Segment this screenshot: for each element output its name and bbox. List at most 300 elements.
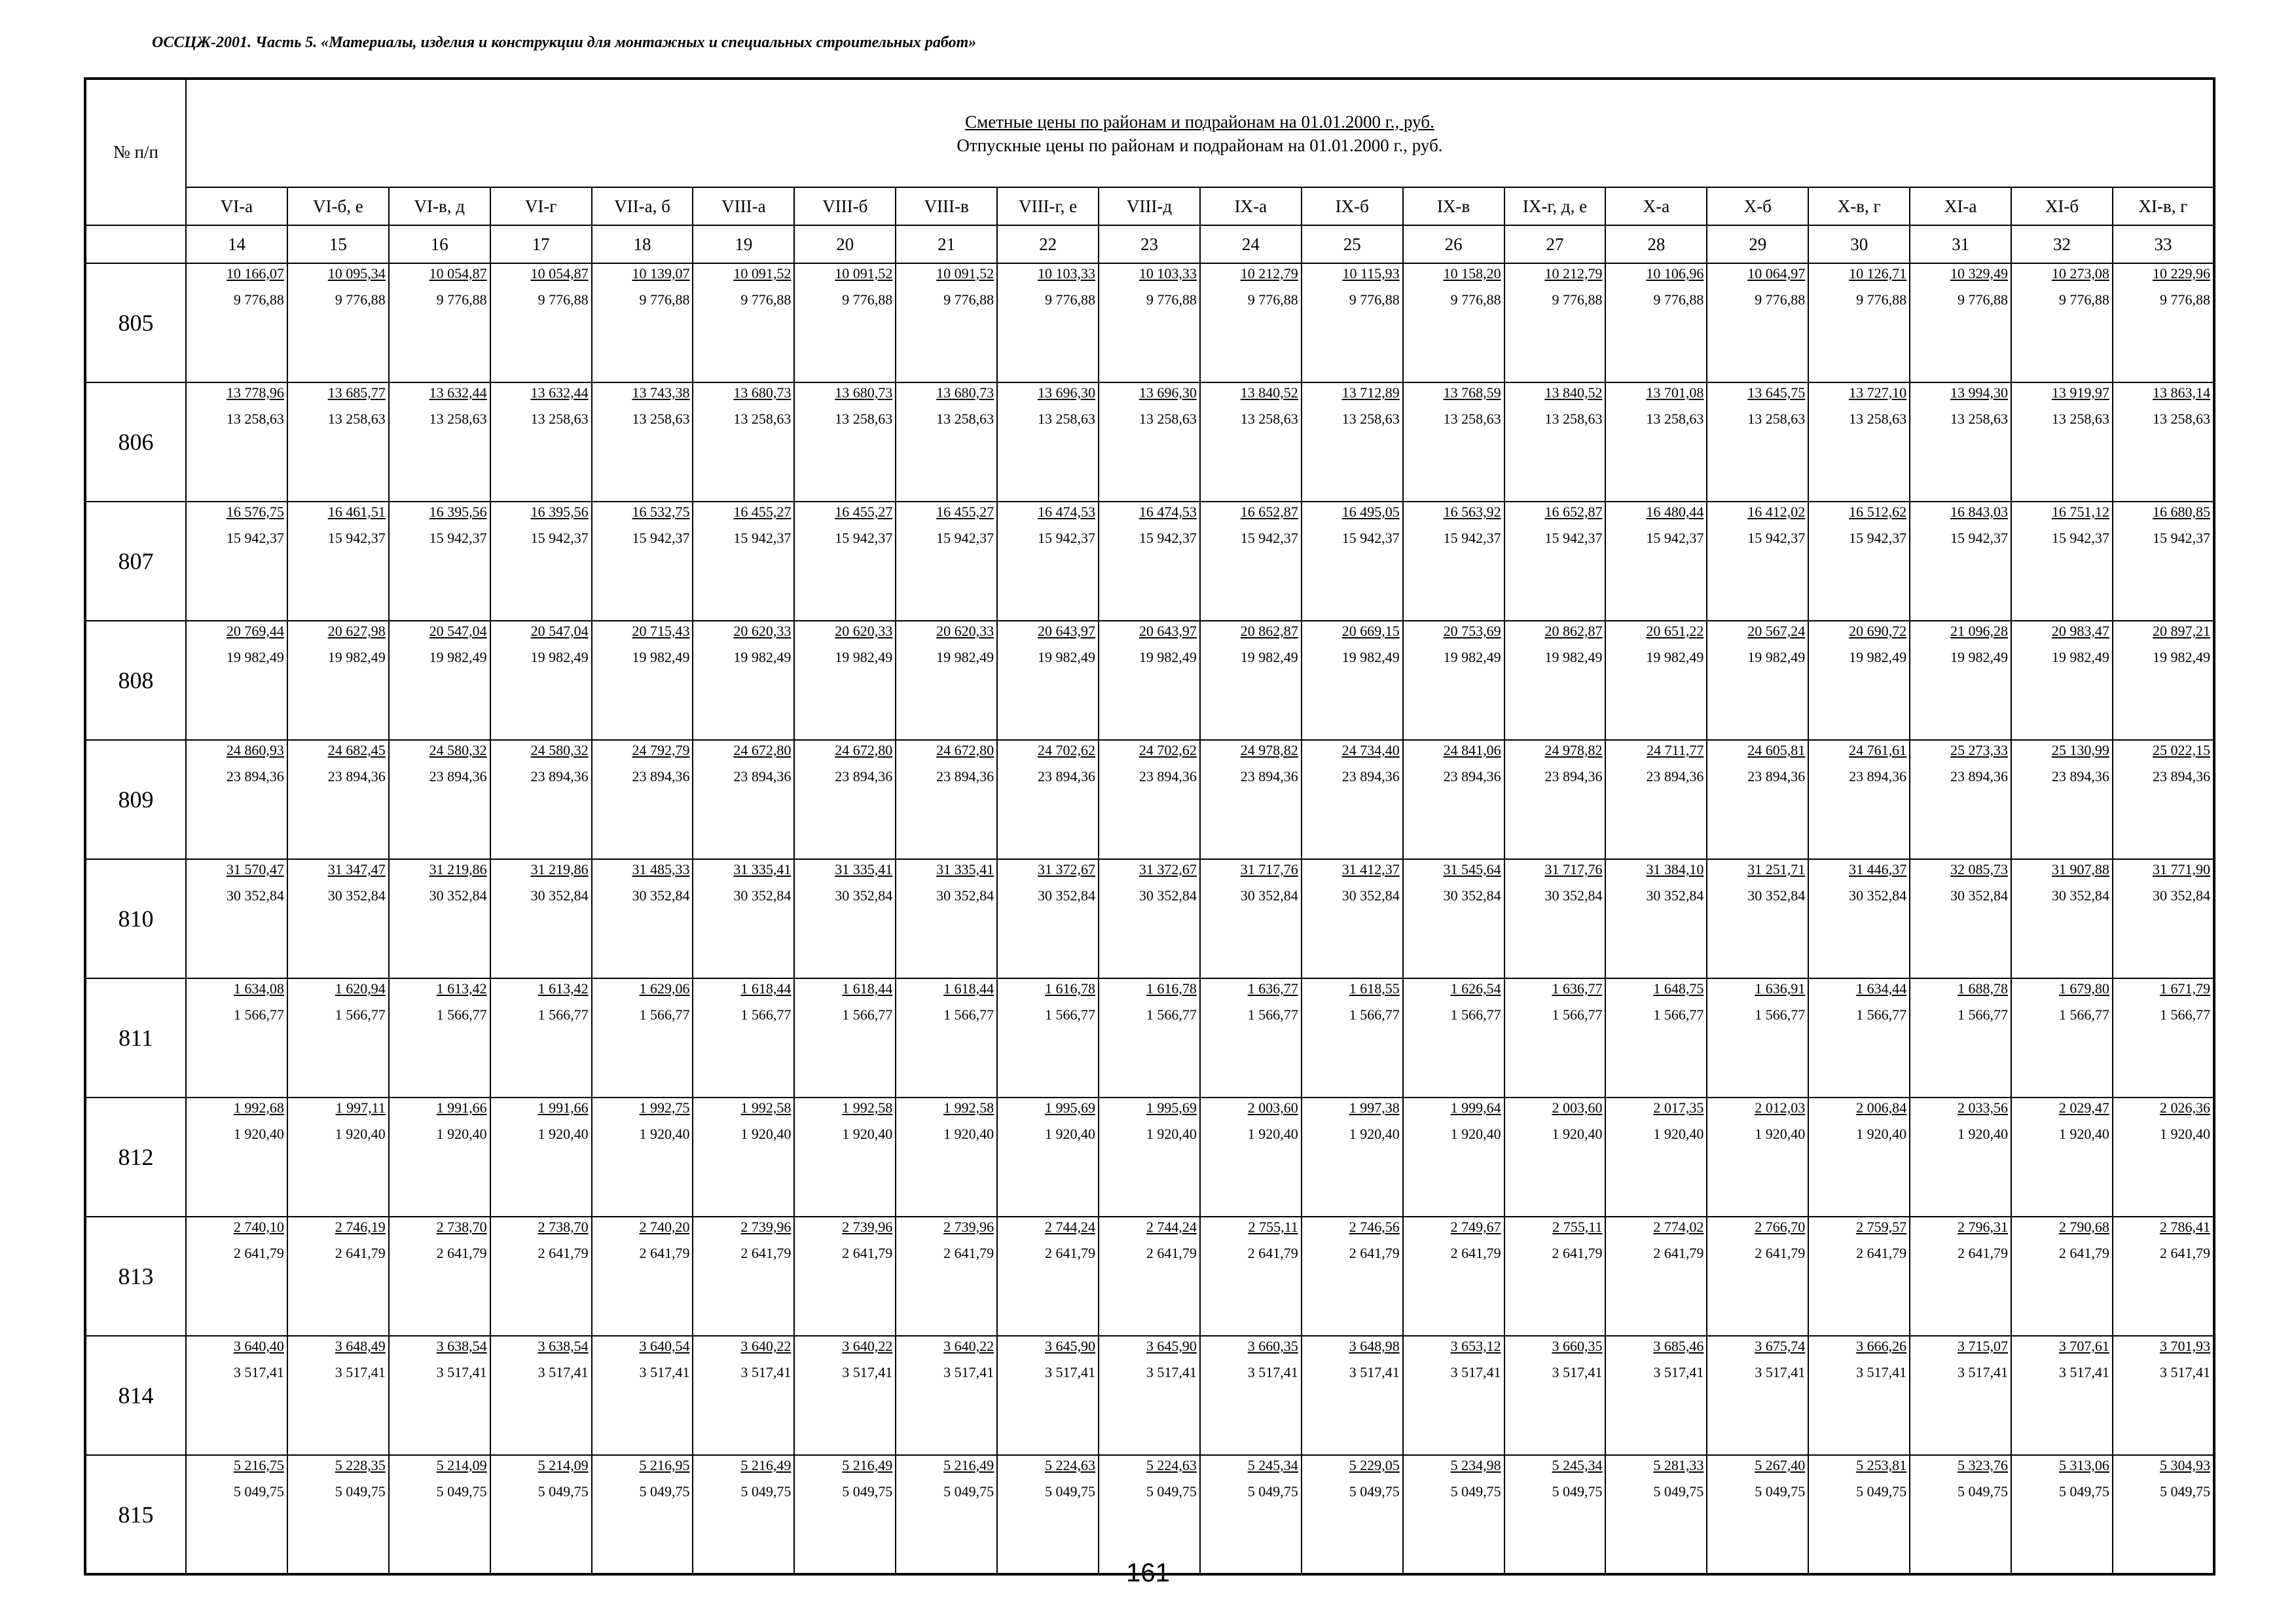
table-title xyxy=(186,79,2214,187)
estimated-price: 2 012,03 xyxy=(1755,1099,1806,1116)
release-price: 19 982,49 xyxy=(1341,649,1400,665)
price-cell xyxy=(1099,1098,1200,1217)
release-price: 23 894,36 xyxy=(1038,768,1096,784)
column-number: 33 xyxy=(2113,225,2214,263)
release-price: 1 566,77 xyxy=(538,1006,589,1023)
price-cell xyxy=(1910,621,2011,740)
estimated-price: 20 643,97 xyxy=(1139,623,1197,639)
table-row xyxy=(85,1455,2214,1574)
release-price: 19 982,49 xyxy=(1950,649,2009,665)
release-price: 19 982,49 xyxy=(2051,649,2109,665)
release-price: 15 942,37 xyxy=(2152,530,2210,546)
release-price: 1 920,40 xyxy=(943,1126,994,1142)
price-cell xyxy=(1605,740,1707,859)
estimated-price: 13 680,73 xyxy=(835,384,893,401)
price-cell xyxy=(1504,1098,1606,1217)
release-price: 30 352,84 xyxy=(1747,887,1806,904)
estimated-price: 2 796,31 xyxy=(1958,1219,2009,1235)
price-cell xyxy=(287,859,389,978)
price-cell xyxy=(997,1217,1099,1336)
price-cell xyxy=(794,382,896,502)
estimated-price: 2 744,24 xyxy=(1146,1219,1197,1235)
estimated-price: 1 992,58 xyxy=(943,1099,994,1116)
table-row xyxy=(85,263,2214,382)
price-cell xyxy=(1707,1098,1808,1217)
estimated-price: 1 613,42 xyxy=(436,980,487,997)
release-price: 15 942,37 xyxy=(632,530,690,546)
release-price: 3 517,41 xyxy=(233,1364,284,1380)
release-price: 9 776,88 xyxy=(842,291,893,308)
price-cell xyxy=(693,621,794,740)
estimated-price: 16 455,27 xyxy=(835,504,893,520)
estimated-price: 3 645,90 xyxy=(1045,1338,1096,1354)
estimated-price: 16 455,27 xyxy=(936,504,994,520)
estimated-price: 31 372,67 xyxy=(1139,861,1197,877)
estimated-price: 10 091,52 xyxy=(733,265,792,282)
release-price: 13 258,63 xyxy=(1139,411,1197,427)
estimated-price: 1 997,38 xyxy=(1349,1099,1400,1116)
estimated-price: 20 862,87 xyxy=(1240,623,1298,639)
price-cell xyxy=(2113,978,2214,1098)
estimated-price: 5 224,63 xyxy=(1146,1457,1197,1473)
row-number: 812 xyxy=(85,1098,186,1217)
release-price: 9 776,88 xyxy=(1856,291,1907,308)
price-cell xyxy=(693,978,794,1098)
release-price: 5 049,75 xyxy=(1653,1483,1704,1500)
release-price: 2 641,79 xyxy=(1755,1245,1806,1261)
release-price: 9 776,88 xyxy=(2058,291,2109,308)
column-number: 27 xyxy=(1504,225,1606,263)
release-price: 30 352,84 xyxy=(1139,887,1197,904)
column-number: 31 xyxy=(1910,225,2011,263)
price-cell xyxy=(2011,1336,2113,1455)
estimated-price: 5 216,75 xyxy=(233,1457,284,1473)
estimated-price: 13 743,38 xyxy=(632,384,690,401)
price-cell xyxy=(490,1098,592,1217)
price-cell xyxy=(1808,263,1910,382)
estimated-price: 1 991,66 xyxy=(538,1099,589,1116)
price-cell xyxy=(1605,382,1707,502)
release-price: 9 776,88 xyxy=(1045,291,1096,308)
release-price: 1 920,40 xyxy=(1958,1126,2009,1142)
release-price: 30 352,84 xyxy=(226,887,284,904)
estimated-price: 25 130,99 xyxy=(2051,742,2109,758)
release-price: 13 258,63 xyxy=(2051,411,2109,427)
release-price: 13 258,63 xyxy=(1341,411,1400,427)
estimated-price: 10 166,07 xyxy=(226,265,284,282)
price-cell xyxy=(896,1217,997,1336)
release-price: 30 352,84 xyxy=(1341,887,1400,904)
price-cell xyxy=(1302,621,1403,740)
estimated-price: 10 064,97 xyxy=(1747,265,1806,282)
price-cell xyxy=(997,859,1099,978)
price-cell xyxy=(794,1336,896,1455)
estimated-price: 10 158,20 xyxy=(1443,265,1501,282)
price-cell xyxy=(1707,502,1808,621)
estimated-price: 2 003,60 xyxy=(1552,1099,1603,1116)
release-price: 3 517,41 xyxy=(538,1364,589,1380)
release-price: 19 982,49 xyxy=(1544,649,1603,665)
price-cell xyxy=(287,1217,389,1336)
district-header: X-в, г xyxy=(1808,187,1910,225)
price-cell xyxy=(1403,978,1504,1098)
estimated-price: 10 106,96 xyxy=(1646,265,1704,282)
price-cell xyxy=(1200,1217,1302,1336)
price-cell xyxy=(287,1455,389,1574)
estimated-price: 1 634,44 xyxy=(1856,980,1907,997)
price-cell xyxy=(794,978,896,1098)
row-number: 808 xyxy=(85,621,186,740)
estimated-price: 20 651,22 xyxy=(1646,623,1704,639)
column-number: 19 xyxy=(693,225,794,263)
release-price: 2 641,79 xyxy=(1045,1245,1096,1261)
release-price: 1 566,77 xyxy=(436,1006,487,1023)
estimated-price: 2 017,35 xyxy=(1653,1099,1704,1116)
estimated-price: 24 792,79 xyxy=(632,742,690,758)
price-cell xyxy=(1605,1336,1707,1455)
estimated-price: 3 640,22 xyxy=(740,1338,792,1354)
release-price: 19 982,49 xyxy=(226,649,284,665)
price-cell xyxy=(1605,978,1707,1098)
price-cell xyxy=(1910,978,2011,1098)
estimated-price: 24 580,32 xyxy=(429,742,487,758)
release-price: 9 776,88 xyxy=(1958,291,2009,308)
release-price: 2 641,79 xyxy=(943,1245,994,1261)
price-cell xyxy=(1808,1455,1910,1574)
release-price: 23 894,36 xyxy=(1849,768,1907,784)
release-price: 1 920,40 xyxy=(538,1126,589,1142)
price-cell xyxy=(997,1455,1099,1574)
release-price: 23 894,36 xyxy=(733,768,792,784)
estimated-price: 2 033,56 xyxy=(1958,1099,2009,1116)
estimated-price: 16 532,75 xyxy=(632,504,690,520)
release-price: 19 982,49 xyxy=(530,649,589,665)
estimated-price: 10 212,79 xyxy=(1544,265,1603,282)
release-price: 13 258,63 xyxy=(936,411,994,427)
price-cell xyxy=(794,621,896,740)
price-cell xyxy=(896,502,997,621)
estimated-price: 13 727,10 xyxy=(1849,384,1907,401)
row-number: 810 xyxy=(85,859,186,978)
release-price: 23 894,36 xyxy=(1747,768,1806,784)
estimated-price: 25 022,15 xyxy=(2152,742,2210,758)
estimated-price: 2 759,57 xyxy=(1856,1219,1907,1235)
estimated-price: 24 761,61 xyxy=(1849,742,1907,758)
estimated-price: 1 992,58 xyxy=(842,1099,893,1116)
estimated-price: 10 273,08 xyxy=(2051,265,2109,282)
release-price: 30 352,84 xyxy=(1038,887,1096,904)
release-price: 1 566,77 xyxy=(842,1006,893,1023)
price-cell xyxy=(2113,1336,2214,1455)
release-price: 2 641,79 xyxy=(335,1245,386,1261)
district-header: IX-б xyxy=(1302,187,1403,225)
release-price: 15 942,37 xyxy=(1646,530,1704,546)
release-price: 3 517,41 xyxy=(943,1364,994,1380)
price-cell xyxy=(1200,1336,1302,1455)
estimated-price: 10 103,33 xyxy=(1139,265,1197,282)
price-cell xyxy=(1099,1217,1200,1336)
estimated-price: 2 026,36 xyxy=(2159,1099,2210,1116)
estimated-price: 31 335,41 xyxy=(936,861,994,877)
price-cell xyxy=(186,382,287,502)
column-number: 25 xyxy=(1302,225,1403,263)
release-price: 30 352,84 xyxy=(1849,887,1907,904)
price-cell xyxy=(186,740,287,859)
release-price: 2 641,79 xyxy=(538,1245,589,1261)
release-price: 2 641,79 xyxy=(842,1245,893,1261)
estimated-price: 1 616,78 xyxy=(1146,980,1197,997)
price-cell xyxy=(186,621,287,740)
estimated-price: 31 372,67 xyxy=(1038,861,1096,877)
estimated-price: 1 992,68 xyxy=(233,1099,284,1116)
column-number: 20 xyxy=(794,225,896,263)
price-cell xyxy=(490,502,592,621)
estimated-price: 2 746,56 xyxy=(1349,1219,1400,1235)
release-price: 1 920,40 xyxy=(1146,1126,1197,1142)
release-price: 9 776,88 xyxy=(538,291,589,308)
release-price: 23 894,36 xyxy=(1240,768,1298,784)
release-price: 23 894,36 xyxy=(2152,768,2210,784)
price-cell xyxy=(1200,502,1302,621)
price-cell xyxy=(186,1336,287,1455)
estimated-price: 13 863,14 xyxy=(2152,384,2210,401)
price-cell xyxy=(592,382,693,502)
price-cell xyxy=(592,1336,693,1455)
price-table xyxy=(84,77,2215,1576)
release-price: 19 982,49 xyxy=(429,649,487,665)
estimated-price: 16 474,53 xyxy=(1139,504,1197,520)
district-header: XI-а xyxy=(1910,187,2011,225)
estimated-price: 32 085,73 xyxy=(1950,861,2009,877)
release-price: 1 920,40 xyxy=(639,1126,690,1142)
estimated-price: 20 620,33 xyxy=(835,623,893,639)
release-price: 19 982,49 xyxy=(632,649,690,665)
price-cell xyxy=(2113,859,2214,978)
price-cell xyxy=(1403,1455,1504,1574)
price-cell xyxy=(693,1217,794,1336)
price-cell xyxy=(896,1336,997,1455)
price-cell xyxy=(1200,621,1302,740)
price-cell xyxy=(592,1098,693,1217)
release-price: 2 641,79 xyxy=(2159,1245,2210,1261)
release-price: 19 982,49 xyxy=(936,649,994,665)
estimated-price: 2 739,96 xyxy=(943,1219,994,1235)
estimated-price: 16 751,12 xyxy=(2051,504,2109,520)
estimated-price: 1 995,69 xyxy=(1146,1099,1197,1116)
estimated-price: 3 675,74 xyxy=(1755,1338,1806,1354)
estimated-price: 2 786,41 xyxy=(2159,1219,2210,1235)
release-price: 30 352,84 xyxy=(2152,887,2210,904)
price-cell xyxy=(2113,740,2214,859)
estimated-price: 5 281,33 xyxy=(1653,1457,1704,1473)
release-price: 3 517,41 xyxy=(1450,1364,1501,1380)
release-price: 1 920,40 xyxy=(2159,1126,2210,1142)
release-price: 19 982,49 xyxy=(327,649,386,665)
estimated-price: 24 702,62 xyxy=(1139,742,1197,758)
column-number-blank xyxy=(85,225,186,263)
estimated-price: 20 547,04 xyxy=(429,623,487,639)
estimated-price: 16 474,53 xyxy=(1038,504,1096,520)
release-price: 15 942,37 xyxy=(226,530,284,546)
header-row-title xyxy=(85,79,2214,187)
estimated-price: 5 216,95 xyxy=(639,1457,690,1473)
estimated-price: 24 605,81 xyxy=(1747,742,1806,758)
district-header: VIII-д xyxy=(1099,187,1200,225)
estimated-price: 5 267,40 xyxy=(1755,1457,1806,1473)
price-cell xyxy=(389,621,490,740)
price-cell xyxy=(1504,1455,1606,1574)
estimated-price: 3 648,49 xyxy=(335,1338,386,1354)
estimated-price: 2 003,60 xyxy=(1247,1099,1298,1116)
price-cell xyxy=(490,263,592,382)
release-price: 1 920,40 xyxy=(740,1126,792,1142)
price-cell xyxy=(693,263,794,382)
release-price: 5 049,75 xyxy=(1552,1483,1603,1500)
release-price: 2 641,79 xyxy=(436,1245,487,1261)
release-price: 5 049,75 xyxy=(943,1483,994,1500)
estimated-price: 2 739,96 xyxy=(740,1219,792,1235)
release-price: 30 352,84 xyxy=(1240,887,1298,904)
release-price: 5 049,75 xyxy=(436,1483,487,1500)
title-release-prices: Отпускные цены по районам и подрайонам на 01.01.2000 г., руб. xyxy=(957,135,1443,155)
num-header: № п/п xyxy=(85,79,186,225)
release-price: 5 049,75 xyxy=(1045,1483,1096,1500)
release-price: 15 942,37 xyxy=(1950,530,2009,546)
release-price: 9 776,88 xyxy=(1349,291,1400,308)
estimated-price: 24 978,82 xyxy=(1544,742,1603,758)
estimated-price: 31 717,76 xyxy=(1544,861,1603,877)
district-header: XI-в, г xyxy=(2113,187,2214,225)
price-cell xyxy=(997,740,1099,859)
estimated-price: 5 245,34 xyxy=(1247,1457,1298,1473)
price-cell xyxy=(1200,263,1302,382)
price-cell xyxy=(1099,859,1200,978)
release-price: 3 517,41 xyxy=(1856,1364,1907,1380)
price-cell xyxy=(1910,382,2011,502)
estimated-price: 13 840,52 xyxy=(1240,384,1298,401)
release-price: 19 982,49 xyxy=(1747,649,1806,665)
estimated-price: 16 461,51 xyxy=(327,504,386,520)
price-cell xyxy=(592,740,693,859)
release-price: 9 776,88 xyxy=(1146,291,1197,308)
estimated-price: 1 992,58 xyxy=(740,1099,792,1116)
price-cell xyxy=(1200,1098,1302,1217)
release-price: 5 049,75 xyxy=(233,1483,284,1500)
estimated-price: 31 219,86 xyxy=(530,861,589,877)
release-price: 23 894,36 xyxy=(1443,768,1501,784)
estimated-price: 5 253,81 xyxy=(1856,1457,1907,1473)
estimated-price: 1 679,80 xyxy=(2058,980,2109,997)
price-cell xyxy=(287,1098,389,1217)
estimated-price: 10 126,71 xyxy=(1849,265,1907,282)
price-cell xyxy=(1504,978,1606,1098)
estimated-price: 13 840,52 xyxy=(1544,384,1603,401)
release-price: 19 982,49 xyxy=(835,649,893,665)
price-cell xyxy=(896,859,997,978)
estimated-price: 31 907,88 xyxy=(2051,861,2109,877)
release-price: 1 920,40 xyxy=(1247,1126,1298,1142)
estimated-price: 1 636,77 xyxy=(1552,980,1603,997)
price-cell xyxy=(896,978,997,1098)
release-price: 5 049,75 xyxy=(1247,1483,1298,1500)
price-cell xyxy=(2011,382,2113,502)
estimated-price: 2 749,67 xyxy=(1450,1219,1501,1235)
estimated-price: 31 347,47 xyxy=(327,861,386,877)
row-number: 806 xyxy=(85,382,186,502)
release-price: 5 049,75 xyxy=(1450,1483,1501,1500)
price-cell xyxy=(389,1098,490,1217)
estimated-price: 16 395,56 xyxy=(429,504,487,520)
estimated-price: 1 618,44 xyxy=(943,980,994,997)
price-cell xyxy=(1808,382,1910,502)
district-header: VII-а, б xyxy=(592,187,693,225)
release-price: 13 258,63 xyxy=(429,411,487,427)
release-price: 1 566,77 xyxy=(1349,1006,1400,1023)
estimated-price: 3 653,12 xyxy=(1450,1338,1501,1354)
district-header: X-а xyxy=(1605,187,1707,225)
row-number: 807 xyxy=(85,502,186,621)
release-price: 9 776,88 xyxy=(639,291,690,308)
release-price: 23 894,36 xyxy=(632,768,690,784)
estimated-price: 16 680,85 xyxy=(2152,504,2210,520)
price-cell xyxy=(2011,621,2113,740)
price-cell xyxy=(1605,1098,1707,1217)
estimated-price: 16 455,27 xyxy=(733,504,792,520)
release-price: 3 517,41 xyxy=(1349,1364,1400,1380)
estimated-price: 3 715,07 xyxy=(1958,1338,2009,1354)
price-cell xyxy=(1707,263,1808,382)
estimated-price: 16 512,62 xyxy=(1849,504,1907,520)
price-cell xyxy=(1504,740,1606,859)
price-cell xyxy=(794,1098,896,1217)
estimated-price: 31 771,90 xyxy=(2152,861,2210,877)
row-number: 811 xyxy=(85,978,186,1098)
price-cell xyxy=(2011,859,2113,978)
release-price: 30 352,84 xyxy=(530,887,589,904)
price-cell xyxy=(186,263,287,382)
table-row xyxy=(85,1098,2214,1217)
estimated-price: 24 682,45 xyxy=(327,742,386,758)
price-cell xyxy=(997,382,1099,502)
district-header: VI-в, д xyxy=(389,187,490,225)
estimated-price: 16 576,75 xyxy=(226,504,284,520)
column-number: 16 xyxy=(389,225,490,263)
release-price: 3 517,41 xyxy=(436,1364,487,1380)
price-cell xyxy=(1707,740,1808,859)
table-row xyxy=(85,978,2214,1098)
price-cell xyxy=(1302,502,1403,621)
estimated-price: 20 547,04 xyxy=(530,623,589,639)
release-price: 30 352,84 xyxy=(2051,887,2109,904)
estimated-price: 31 412,37 xyxy=(1341,861,1400,877)
estimated-price: 13 696,30 xyxy=(1139,384,1197,401)
price-cell xyxy=(1403,1336,1504,1455)
estimated-price: 2 746,19 xyxy=(335,1219,386,1235)
estimated-price: 24 978,82 xyxy=(1240,742,1298,758)
estimated-price: 1 618,44 xyxy=(740,980,792,997)
price-cell xyxy=(592,502,693,621)
release-price: 1 920,40 xyxy=(842,1126,893,1142)
price-cell xyxy=(693,1336,794,1455)
estimated-price: 24 672,80 xyxy=(733,742,792,758)
price-cell xyxy=(592,263,693,382)
estimated-price: 5 304,93 xyxy=(2159,1457,2210,1473)
price-cell xyxy=(1302,263,1403,382)
price-cell xyxy=(1302,978,1403,1098)
price-cell xyxy=(693,740,794,859)
column-number: 32 xyxy=(2011,225,2113,263)
release-price: 1 920,40 xyxy=(1045,1126,1096,1142)
